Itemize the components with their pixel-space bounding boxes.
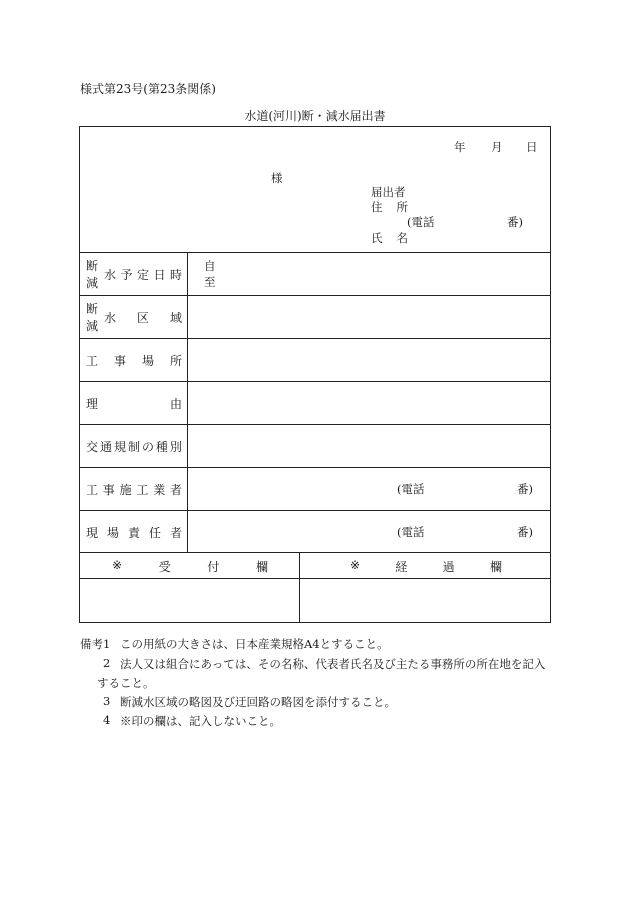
date-day-label: 日 [526,140,538,154]
note-number: 4 [103,713,111,727]
note-number: 3 [103,694,111,708]
progress-column-header: ※ 経 過 欄 [350,558,502,574]
row-label-work-location: 工 事 場 所 [86,354,182,368]
date-year-label: 年 [454,140,466,154]
addressee-suffix: 様 [271,171,283,185]
row-label-site-manager: 現 場 責 任 者 [86,526,182,540]
note-item: 法人又は組合にあっては、その名称、代表者氏名及び主たる事務所の所在地を記入 [120,657,546,671]
date-month-label: 月 [491,140,503,154]
note-number: 2 [103,656,111,670]
site-manager-phone-close: 番) [517,525,533,539]
row-divider [80,295,550,296]
note-item: 断減水区域の略図及び迂回路の略図を添付すること。 [120,695,396,709]
contractor-phone-close: 番) [517,482,533,496]
name-label: 氏 名 [371,231,408,245]
row-label-contractor: 工 事 施 工 業 者 [86,483,182,497]
applicant-label: 届出者 [371,185,406,199]
row-prefix: 断 減 [85,302,98,333]
applicant-phone-open: (電話 [407,215,435,229]
schedule-to-label: 至 [204,275,216,289]
row-label-suspension-area: 水 区 域 [104,311,182,325]
applicant-phone-close: 番) [507,215,523,229]
schedule-from-label: 自 [204,259,216,273]
site-manager-phone-open: (電話 [397,525,425,539]
contractor-phone-open: (電話 [397,482,425,496]
row-divider [80,252,550,253]
row-divider [80,467,550,468]
label-column-divider [187,252,188,552]
form-title: 水道(河川)断・減水届出書 [244,109,386,123]
row-label-suspension-schedule: 水 予 定 日 時 [104,268,182,282]
row-divider [80,381,550,382]
row-divider [80,552,550,553]
row-divider [80,338,550,339]
row-prefix: 断 減 [85,259,98,290]
progress-cell [300,579,551,623]
note-item: ※印の欄は、記入しないこと。 [120,714,281,728]
note-item-continuation: すること。 [97,676,155,690]
notes-prefix: 備考1 [80,637,111,651]
form-number: 様式第23号(第23条関係) [80,82,216,96]
note-item: この用紙の大きさは、日本産業規格A4とすること。 [120,637,389,651]
reception-cell [80,579,299,623]
reception-column-header: ※ 受 付 欄 [112,558,268,574]
row-divider [80,424,550,425]
row-label-traffic-control: 交 通 規 制 の 種 別 [86,440,182,454]
row-label-reason: 理 由 [86,397,182,411]
form-table [79,126,551,623]
row-divider [80,510,550,511]
address-label: 住 所 [371,200,408,214]
